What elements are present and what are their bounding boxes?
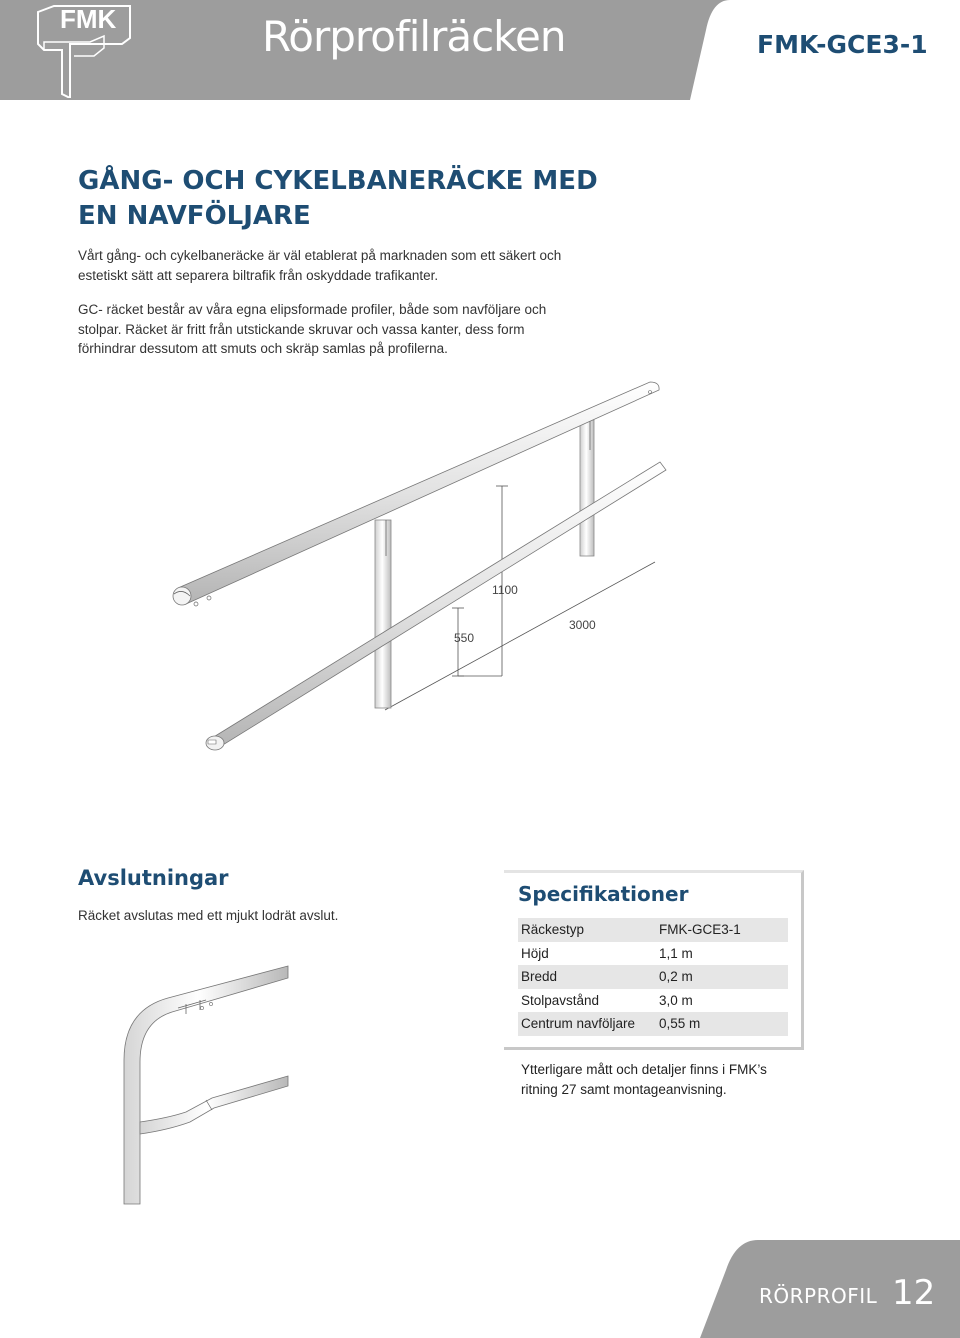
fmk-logo [30,2,140,98]
dim-spacing-label: 3000 [569,618,596,632]
table-row [518,942,788,966]
table-row [518,965,788,989]
spec-value: 3,0 m [659,992,693,1008]
spec-label: Räckestyp [518,918,656,942]
intro-paragraph: Vårt gång- och cykelbaneräcke är väl etablerat på marknaden som ett säkert och estetiskt sätt att separera biltrafik från oskyddade trafikanter. [78,248,562,283]
table-row [518,989,788,1013]
spec-value: 1,1 m [659,945,693,961]
specifications-heading: Specifikationer [518,882,689,906]
main-title: GÅNG- OCH CYKELBANERÄCKE MED EN NAVFÖLJARE [78,166,598,231]
logo-text: FMK [60,4,117,34]
spec-value: 0,2 m [656,965,788,989]
dimension-lines [385,486,655,710]
page-header-title: Rörprofilräcken [262,12,566,61]
endings-heading: Avslutningar [78,866,229,890]
page-number: 12 [892,1273,936,1313]
spec-value: 0,55 m [656,1012,788,1036]
table-row [518,1012,788,1036]
dim-rail-label: 550 [454,631,475,645]
railing-illustration [0,370,960,790]
description-paragraph: GC- räcket består av våra egna elipsformade profiler, både som navföljare och stolpar. Räcket är fritt från utstickande skruvar och vassa kanter, dess form förhindrar dessutom att smuts och skräp samlas på profilerna. [78,302,547,356]
product-code: FMK-GCE3-1 [757,30,928,59]
additional-info-text: Ytterligare mått och detaljer finns i FMK’s ritning 27 samt montageanvisning. [521,1062,767,1097]
dim-height-label: 1100 [492,583,518,597]
endings-text: Räcket avslutas med ett mjukt lodrät avslut. [78,908,339,923]
spec-label: Centrum navföljare [518,1012,656,1036]
spec-label: Bredd [518,965,656,989]
spec-label: Höjd [521,945,549,961]
spec-value: FMK-GCE3-1 [656,918,788,942]
specifications-table [518,918,788,1036]
table-row [518,918,788,942]
end-illustration [110,960,300,1210]
footer-section-label: RÖRPROFIL [759,1284,878,1308]
spec-label: Stolpavstånd [521,992,600,1008]
